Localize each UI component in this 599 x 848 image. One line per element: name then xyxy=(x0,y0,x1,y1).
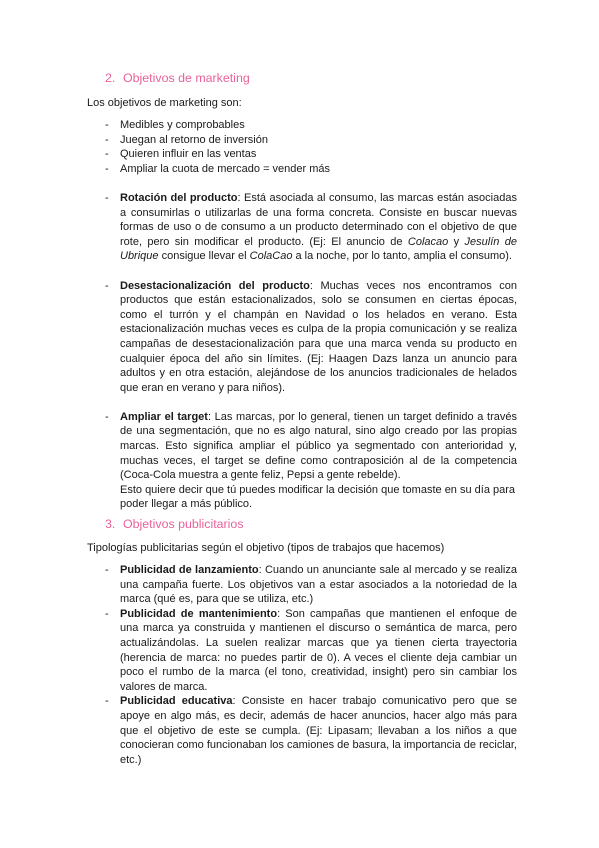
paragraph-text: consigue llevar el xyxy=(158,250,250,263)
advertising-types-list xyxy=(105,563,517,767)
list-item-target xyxy=(105,410,517,512)
paragraph-extra: Esto quiere decir que tú puedes modificar la decisión que tomaste en su día para poder llegar a más público. xyxy=(120,483,516,511)
marketing-objectives-list xyxy=(105,118,517,512)
term-desestacionalizacion: Desestacionalización del producto xyxy=(120,279,310,292)
term-educativa: Publicidad educativa xyxy=(120,695,233,708)
paragraph-text: a la noche, por lo tanto, amplia el consumo). xyxy=(292,250,512,263)
term-lanzamiento: Publicidad de lanzamiento xyxy=(120,564,259,576)
italic-text: Jesulín de Ubrique xyxy=(120,235,517,263)
section-title: Objetivos de marketing xyxy=(123,71,250,85)
list-item-mantenimiento xyxy=(105,607,517,695)
section-intro: Los objetivos de marketing son: xyxy=(87,97,242,109)
section-title: Objetivos publicitarios xyxy=(123,517,244,531)
section-number: 3. xyxy=(105,517,116,531)
term-rotacion: Rotación del producto xyxy=(120,191,238,204)
paragraph-text: : Cuando un anunciante sale al mercado y se realiza una campaña fuerte. Los objetivos van a estar asociados a la notoriedad de la marca (qué es, para que se utiliza, etc.) xyxy=(120,564,517,606)
paragraph-text: : Muchas veces nos encontramos con productos que están estacionalizados, solo se consumen en ciertas épocas, como el turrón y el champán en Navidad o los helados en verano. Esta estacionalización muchas veces es culpa de la propia comunicación y se realiza campañas de desestacionalización para que una marca venda su producto en cualquier época del año sin límites. (Ej: Haagen Dazs lanza un anuncio para adultos y en otra estación, alejándose de los anuncios tradicionales de helados que eran en verano y para niños). xyxy=(120,279,517,394)
paragraph-text: : Las marcas, por lo general, tienen un target definido a través de una segmentación, que no es algo natural, sino algo creado por las propias marcas. Esto significa ampliar el público ya segmentado con anterioridad y, muchas veces, el target se define como contraposición al de la competencia (Coca-Cola muestra a gente feliz, Pepsi a gente rebelde). xyxy=(120,410,517,482)
term-mantenimiento: Publicidad de mantenimiento xyxy=(120,607,278,620)
paragraph-text: y xyxy=(448,235,465,248)
list-item: - Ampliar la cuota de mercado = vender más xyxy=(105,162,517,177)
list-item-rotacion xyxy=(105,191,517,264)
section-heading-objetivos-publicitarios xyxy=(105,517,244,532)
paragraph-text: : Son campañas que mantienen el enfoque de una marca ya construida y mantienen el discurso o semántica de marca, pero actualizándolas. La suelen realizar marcas que ya tienen cierta trayectoria (herencia de marca: no puedes partir de 0). A veces el cliente deja cambiar un poco el rumbo de la marca (el tono, creatividad, insight) pero sin cambiar los valores de marca. xyxy=(120,607,518,693)
list-item-desestacionalizacion xyxy=(105,279,517,396)
list-item-lanzamiento xyxy=(105,563,517,607)
italic-text: Colacao xyxy=(407,235,449,248)
section-heading-objetivos-marketing xyxy=(105,71,250,86)
section-intro: Tipologías publicitarias según el objetivo (tipos de trabajos que hacemos) xyxy=(87,542,445,554)
list-item: - Medibles y comprobables xyxy=(105,118,517,133)
list-item: - Quieren influir en las ventas xyxy=(105,147,517,162)
list-item: - Juegan al retorno de inversión xyxy=(105,133,517,148)
italic-text: ColaCao xyxy=(249,250,293,263)
section-number: 2. xyxy=(105,71,116,85)
list-item-educativa xyxy=(105,694,517,767)
paragraph-text: : Consiste en hacer trabajo comunicativo pero que se apoye en algo más, es decir, además de hacer anuncios, hacer algo más para que el objetivo de este se cumpla. (Ej: Lipasam; llevaban a los niños a que conocieran como funcionaban los camiones de basura, la importancia de reciclar, etc.) xyxy=(120,695,517,766)
paragraph-text: : Está asociada al consumo, las marcas están asociadas a consumirlas o utilizarlas de una forma concreta. Consiste en buscar nuevas formas de uso o de consumo a un producto determinado con el objetivo de que rote, pero sin modificar el producto. (Ej: El anuncio de xyxy=(120,191,517,248)
term-target: Ampliar el target xyxy=(120,410,208,423)
